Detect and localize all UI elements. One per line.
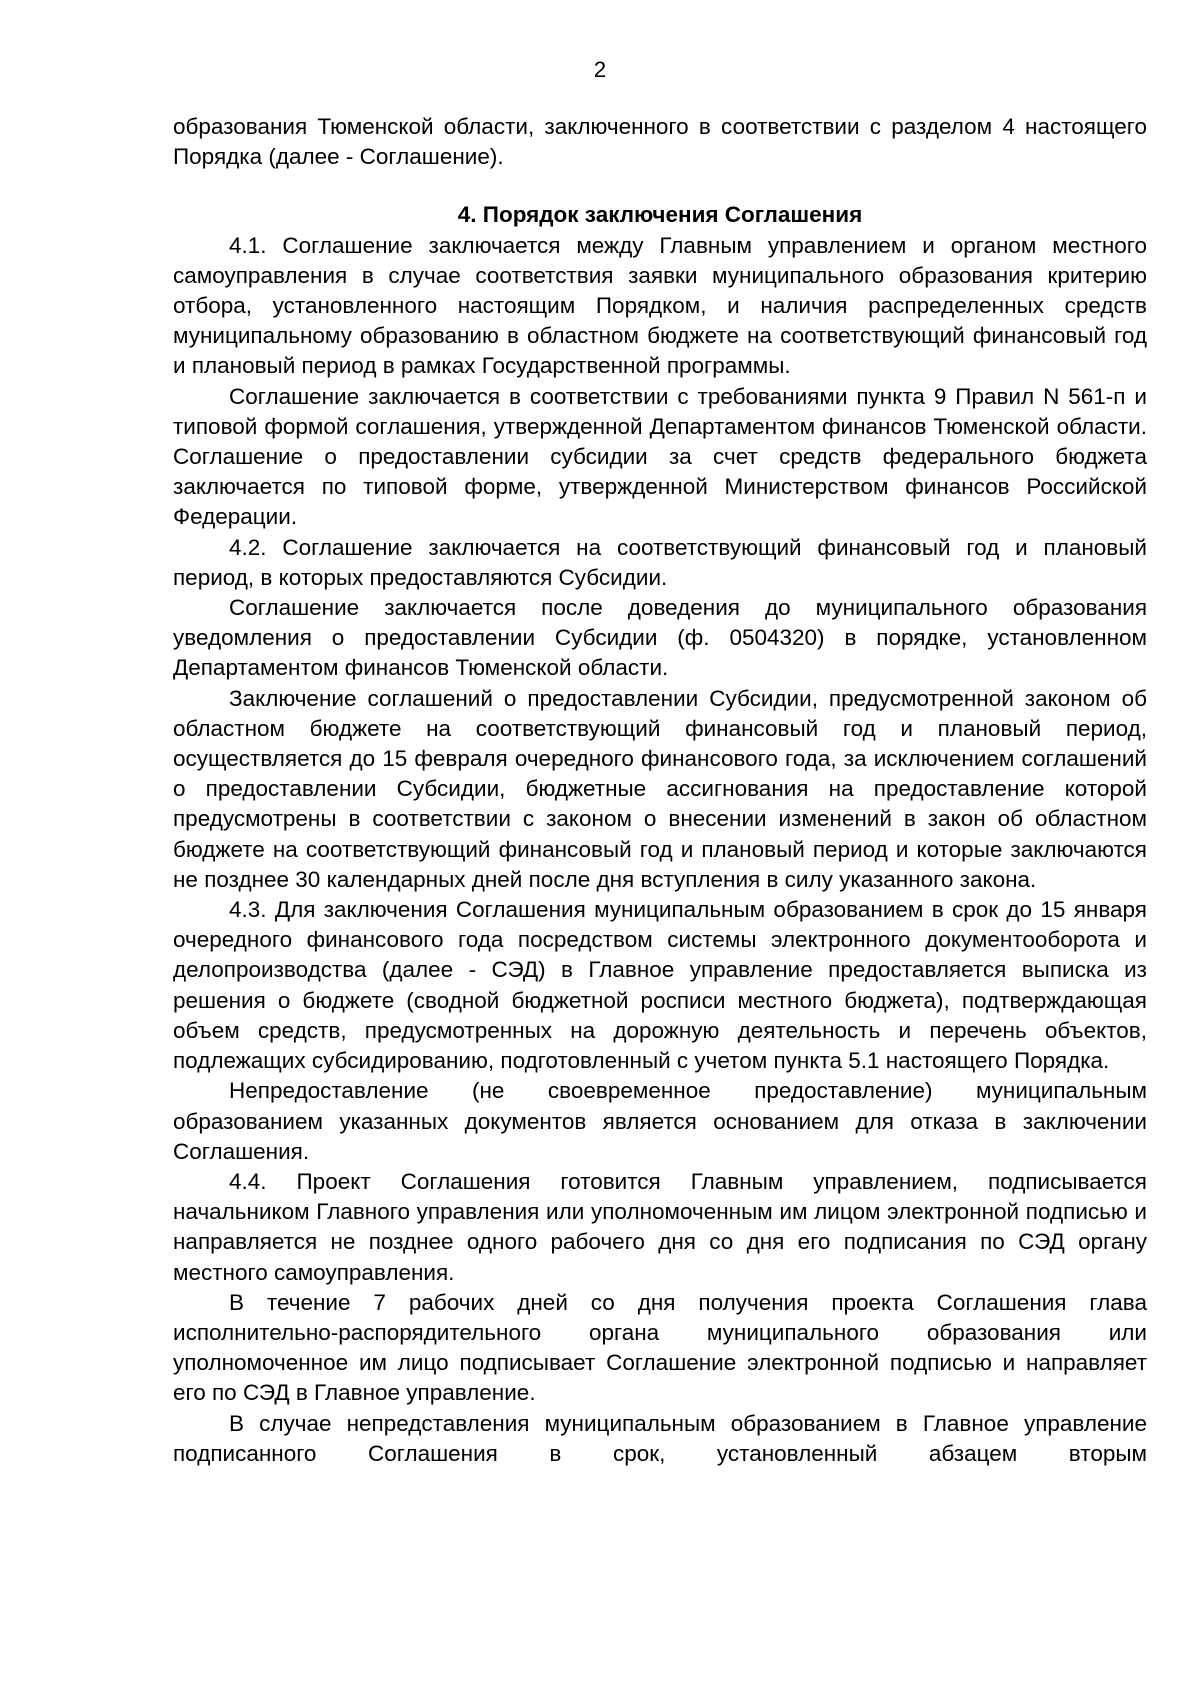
paragraph-4-4-failure: В случае непредставления муниципальным образованием в Главное управление подписанного Соглашения в срок, установленный абзацем вторым [173,1410,1147,1466]
paragraph-4-1: 4.1. Соглашение заключается между Главным управлением и органом местного самоуправления в случае соответствия заявки муниципального образования критерию отбора, установленного настоящим Порядком, и наличия распределенных средств муниципальному образованию в областном бюджете на соответствующий финансовый год и плановый период в рамках Государственной программы. [173,232,1147,379]
paragraph-4-3: 4.3. Для заключения Соглашения муниципальным образованием в срок до 15 января очередного финансового года посредством системы электронного документооборота и делопроизводства (далее - СЭД) в Главное управление предоставляется выписка из решения о бюджете (сводной бюджетной росписи местного бюджета), подтверждающая объем средств, предусмотренных на дорожную деятельность и перечень объектов, подлежащих субсидированию, подготовленный с учетом пункта 5.1 настоящего Порядка. [173,897,1147,1074]
paragraph-4-4: 4.4. Проект Соглашения готовится Главным управлением, подписывается начальником Главного управления или уполномоченным им лицом электронной подписью и направляется не позднее одного рабочего дня со дня его подписания по СЭД органу местного самоуправления. [173,1168,1147,1285]
page-number: 2 [593,57,607,82]
paragraph-4-2-deadline: Заключение соглашений о предоставлении Субсидии, предусмотренной законом об областном бюджете на соответствующий финансовый год и плановый период, осуществляется до 15 февраля очередного финансового года, за исключением соглашений о предоставлении Субсидии, бюджетные ассигнования на предоставление которой предусмотрены в соответствии с законом о внесении изменений в закон об областном бюджете на соответствующий финансовый год и плановый период и которые заключаются не позднее 30 календарных дней после дня вступления в силу указанного закона. [173,685,1147,892]
intro-paragraph: образования Тюменской области, заключенного в соответствии с разделом 4 настоящего Порядка (далее - Соглашение). [173,114,1147,170]
paragraph-4-2-notification: Соглашение заключается после доведения до муниципального образования уведомления о предоставлении Субсидии (ф. 0504320) в порядке, установленном Департаментом финансов Тюменской области. [173,595,1147,681]
paragraph-4-1-typical-form: Соглашение заключается в соответствии с требованиями пункта 9 Правил N 561-п и типовой формой соглашения, утвержденной Департаментом финансов Тюменской области. Соглашение о предоставлении субсидии за счет средств федерального бюджета заключается по типовой форме, утвержденной Министерством финансов Российской Федерации. [173,383,1147,530]
paragraph-4-4-signing: В течение 7 рабочих дней со дня получения проекта Соглашения глава исполнительно-распорядительного органа муниципального образования или уполномоченное им лицо подписывает Соглашение электронной подписью и направляет его по СЭД в Главное управление. [173,1289,1147,1406]
paragraph-4-2: 4.2. Соглашение заключается на соответствующий финансовый год и плановый период, в которых предоставляются Субсидии. [173,534,1147,590]
document-body [173,112,1147,1469]
section-title: 4. Порядок заключения Соглашения [457,202,863,228]
paragraph-4-3-refusal: Непредоставление (не своевременное предоставление) муниципальным образованием указанных документов является основанием для отказа в заключении Соглашения. [173,1078,1147,1164]
